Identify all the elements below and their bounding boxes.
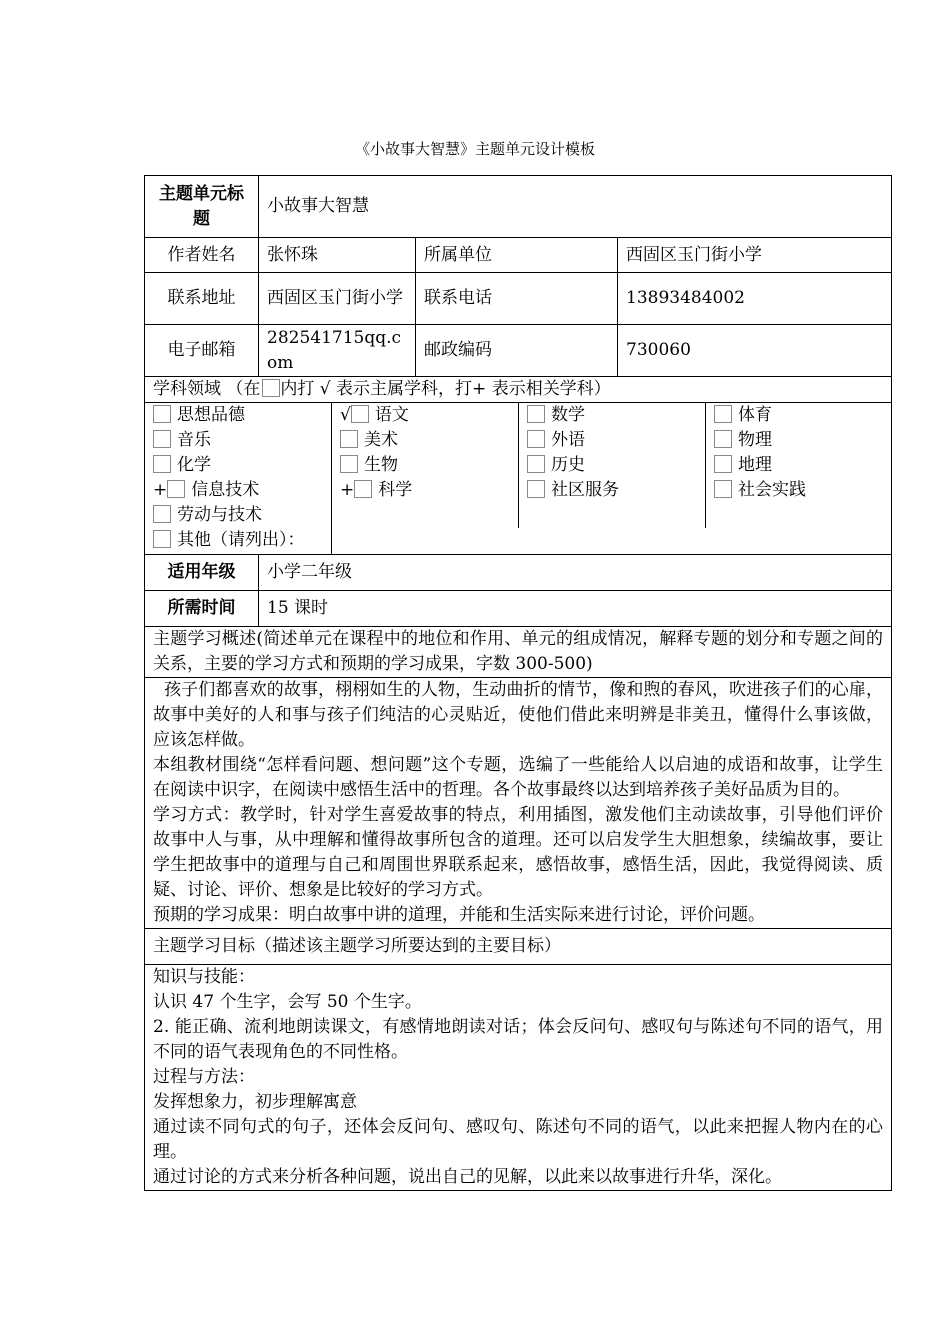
subject-item[interactable]: 音乐 bbox=[153, 428, 331, 453]
subject-item[interactable]: 物理 bbox=[714, 428, 886, 453]
author-value[interactable]: 张怀珠 bbox=[259, 238, 416, 273]
checkbox-icon[interactable] bbox=[340, 430, 358, 448]
checkbox-icon[interactable] bbox=[153, 405, 171, 423]
subject-item[interactable]: + 科学 bbox=[340, 480, 413, 500]
subject-item[interactable]: 社会实践 bbox=[714, 478, 886, 503]
checkbox-icon[interactable] bbox=[714, 405, 732, 423]
address-label: 联系地址 bbox=[145, 273, 259, 325]
subject-item[interactable]: + 信息技术 bbox=[153, 480, 260, 500]
subject-header-text-2: 内打 √ 表示主属学科，打+ 表示相关学科） bbox=[280, 379, 611, 399]
checkbox-icon[interactable] bbox=[153, 455, 171, 473]
subject-area-header bbox=[145, 377, 892, 403]
time-value[interactable]: 15 课时 bbox=[259, 591, 892, 627]
goals-paragraph: 通过讨论的方式来分析各种问题，说出自己的见解，以此来以故事进行升华，深化。 bbox=[153, 1167, 782, 1187]
checkbox-icon[interactable] bbox=[153, 530, 171, 548]
unit-org-label: 所属单位 bbox=[416, 238, 618, 273]
email-label: 电子邮箱 bbox=[145, 325, 259, 377]
overview-content[interactable] bbox=[145, 678, 892, 929]
checkbox-icon[interactable] bbox=[527, 480, 545, 498]
checkbox-icon[interactable] bbox=[340, 455, 358, 473]
subject-item[interactable]: 美术 bbox=[340, 428, 518, 453]
checkbox-icon[interactable] bbox=[351, 405, 369, 423]
goals-content[interactable] bbox=[145, 965, 892, 1191]
grade-label: 适用年级 bbox=[145, 555, 259, 591]
subject-item[interactable]: 思想品德 bbox=[153, 403, 331, 428]
goals-paragraph: 发挥想象力，初步理解寓意 bbox=[153, 1092, 357, 1112]
goals-paragraph: 过程与方法： bbox=[153, 1067, 255, 1087]
overview-paragraph: 学习方式：教学时，针对学生喜爱故事的特点，利用插图，激发他们主动读故事，引导他们评价故事中人与事，从中理解和懂得故事所包含的道理。还可以启发学生大胆想象，续编故事，要让学生把故事中的道理与自己和周围世界联系起来，感悟故事，感悟生活，因此，我觉得阅读、质疑、讨论、评价、想象是比较好的学习方式。 bbox=[153, 805, 884, 900]
phone-label: 联系电话 bbox=[416, 273, 618, 325]
unit-design-form bbox=[144, 175, 892, 1191]
checkbox-icon[interactable] bbox=[354, 480, 372, 498]
subject-item[interactable]: 历史 bbox=[527, 453, 705, 478]
subject-item-other[interactable]: 其他（请列出）： bbox=[153, 528, 331, 553]
time-label: 所需时间 bbox=[145, 591, 259, 627]
overview-header: 主题学习概述(简述单元在课程中的地位和作用、单元的组成情况，解释专题的划分和专题之间的关系，主要的学习方式和预期的学习成果，字数 300-500) bbox=[145, 627, 892, 678]
subject-header-text-1: 学科领域 （在 bbox=[153, 379, 261, 399]
checkbox-icon[interactable] bbox=[527, 430, 545, 448]
checkbox-icon[interactable] bbox=[714, 455, 732, 473]
checkbox-icon[interactable] bbox=[153, 505, 171, 523]
document-title: 《小故事大智慧》主题单元设计模板 bbox=[354, 140, 595, 158]
unit-title-value[interactable]: 小故事大智慧 bbox=[259, 176, 892, 238]
checkbox-icon[interactable] bbox=[527, 405, 545, 423]
subject-item[interactable]: √ 语文 bbox=[340, 405, 409, 425]
checkbox-icon[interactable] bbox=[167, 480, 185, 498]
subject-item[interactable]: 外语 bbox=[527, 428, 705, 453]
subject-column-4 bbox=[706, 403, 886, 554]
postcode-label: 邮政编码 bbox=[416, 325, 618, 377]
checkbox-icon[interactable] bbox=[153, 430, 171, 448]
goals-paragraph: 认识 47 个生字，会写 50 个生字。 bbox=[153, 992, 422, 1012]
subject-item[interactable]: 化学 bbox=[153, 453, 331, 478]
subject-column-2 bbox=[332, 403, 519, 528]
subject-checklist bbox=[145, 403, 892, 555]
grade-value[interactable]: 小学二年级 bbox=[259, 555, 892, 591]
goals-paragraph: 通过读不同句式的句子，还体会反问句、感叹句、陈述句不同的语气，以此来把握人物内在的心理。 bbox=[153, 1117, 884, 1162]
goals-paragraph: 2. 能正确、流利地朗读课文，有感情地朗读对话；体会反问句、感叹句与陈述句不同的语气，用不同的语气表现角色的不同性格。 bbox=[153, 1017, 884, 1062]
checkbox-icon[interactable] bbox=[714, 480, 732, 498]
goals-paragraph: 知识与技能： bbox=[153, 967, 255, 987]
overview-paragraph: 本组教材围绕“怎样看问题、想问题”这个专题，选编了一些能给人以启迪的成语和故事，让学生在阅读中识字，在阅读中感悟生活中的哲理。各个故事最终以达到培养孩子美好品质为目的。 bbox=[153, 755, 884, 800]
subject-item[interactable]: 体育 bbox=[714, 403, 886, 428]
subject-item[interactable]: 数学 bbox=[527, 403, 705, 428]
subject-item[interactable]: 生物 bbox=[340, 453, 518, 478]
unit-org-value[interactable]: 西固区玉门街小学 bbox=[618, 238, 892, 273]
checkbox-icon bbox=[262, 379, 280, 397]
email-value[interactable]: 282541715qq.com bbox=[259, 325, 416, 377]
address-value[interactable]: 西固区玉门街小学 bbox=[259, 273, 416, 325]
subject-column-3 bbox=[519, 403, 706, 528]
unit-title-label: 主题单元标题 bbox=[145, 176, 259, 238]
author-label: 作者姓名 bbox=[145, 238, 259, 273]
goals-header: 主题学习目标（描述该主题学习所要达到的主要目标） bbox=[145, 929, 892, 965]
checkbox-icon[interactable] bbox=[714, 430, 732, 448]
phone-value[interactable]: 13893484002 bbox=[618, 273, 892, 325]
overview-paragraph: 孩子们都喜欢的故事，栩栩如生的人物，生动曲折的情节，像和煦的春风，吹进孩子们的心扉，故事中美好的人和事与孩子们纯洁的心灵贴近，使他们借此来明辨是非美丑，懂得什么事该做，应该怎样做。 bbox=[153, 680, 884, 750]
checkbox-icon[interactable] bbox=[527, 455, 545, 473]
subject-item[interactable]: 地理 bbox=[714, 453, 886, 478]
subject-item[interactable]: 劳动与技术 bbox=[153, 503, 331, 528]
subject-item[interactable]: 社区服务 bbox=[527, 478, 705, 503]
postcode-value[interactable]: 730060 bbox=[618, 325, 892, 377]
overview-paragraph: 预期的学习成果：明白故事中讲的道理，并能和生活实际来进行讨论，评价问题。 bbox=[153, 905, 765, 925]
subject-column-1 bbox=[145, 403, 332, 554]
